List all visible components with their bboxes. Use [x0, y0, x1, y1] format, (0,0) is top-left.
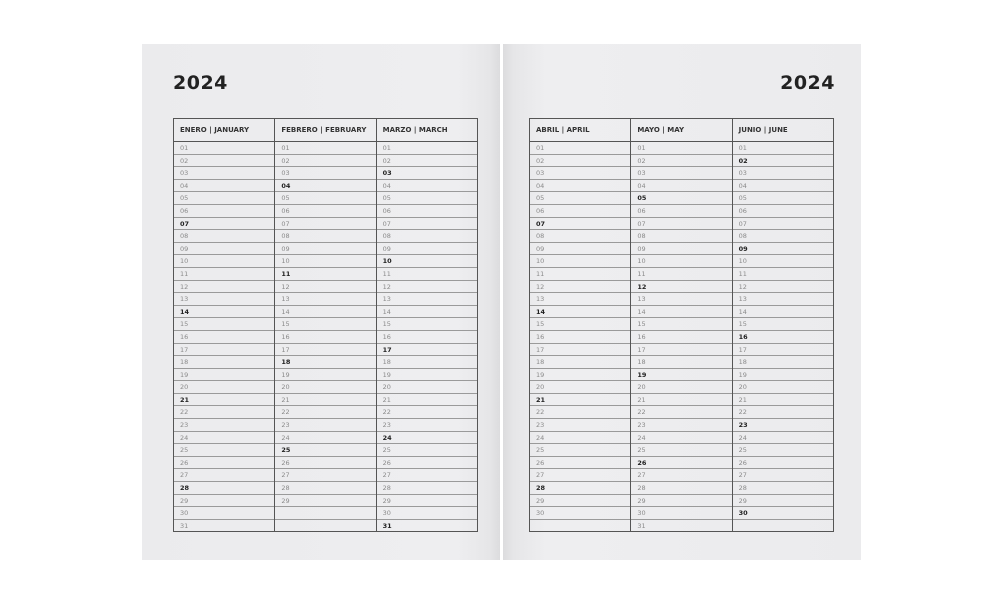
day-row: 09 [631, 243, 731, 256]
day-row: 19 [377, 369, 477, 382]
day-row: 16 [174, 331, 274, 344]
day-row: 19 [733, 369, 833, 382]
day-row: 28 [631, 482, 731, 495]
day-row: 24 [733, 432, 833, 445]
day-row: 22 [631, 406, 731, 419]
day-row: 02 [174, 155, 274, 168]
day-row: 10 [275, 255, 375, 268]
day-row: 23 [733, 419, 833, 432]
day-row: 23 [530, 419, 630, 432]
day-row [275, 507, 375, 520]
month-column [174, 119, 274, 531]
day-row: 28 [377, 482, 477, 495]
day-row: 03 [377, 167, 477, 180]
day-row: 11 [530, 268, 630, 281]
month-column [630, 119, 731, 531]
day-row: 22 [733, 406, 833, 419]
day-row: 06 [733, 205, 833, 218]
day-row: 28 [174, 482, 274, 495]
day-row: 12 [377, 281, 477, 294]
day-row: 06 [174, 205, 274, 218]
day-row: 13 [631, 293, 731, 306]
day-row: 12 [275, 281, 375, 294]
day-row: 25 [377, 444, 477, 457]
month-column [732, 119, 833, 531]
month-column [376, 119, 477, 531]
day-row: 27 [733, 469, 833, 482]
day-row: 29 [275, 495, 375, 508]
day-row: 15 [174, 318, 274, 331]
day-row: 20 [733, 381, 833, 394]
day-row: 10 [377, 255, 477, 268]
day-row: 04 [530, 180, 630, 193]
day-row: 28 [275, 482, 375, 495]
day-row: 31 [180, 521, 189, 530]
day-row: 30 [377, 507, 477, 520]
day-row: 20 [275, 381, 375, 394]
day-row: 18 [530, 356, 630, 369]
day-row [530, 520, 630, 533]
day-row: 18 [631, 356, 731, 369]
day-row: 19 [174, 369, 274, 382]
day-row: 25 [733, 444, 833, 457]
day-row: 03 [530, 167, 630, 180]
day-row: 01 [275, 142, 375, 155]
day-row: 02 [530, 155, 630, 168]
day-row: 26 [174, 457, 274, 470]
day-list [174, 142, 274, 532]
day-row: 30 [631, 507, 731, 520]
day-row: 28 [733, 482, 833, 495]
day-row: 26 [530, 457, 630, 470]
day-row: 17 [174, 344, 274, 357]
day-row: 02 [733, 155, 833, 168]
day-row: 17 [733, 344, 833, 357]
day-row: 07 [275, 218, 375, 231]
day-row: 12 [174, 281, 274, 294]
day-row: 10 [530, 255, 630, 268]
day-row: 03 [174, 167, 274, 180]
day-row: 12 [733, 281, 833, 294]
month-header: MAYO | MAY [631, 119, 731, 142]
day-row: 22 [377, 406, 477, 419]
day-row: 03 [631, 167, 731, 180]
day-row: 06 [275, 205, 375, 218]
day-row: 29 [174, 495, 274, 508]
day-row: 22 [530, 406, 630, 419]
day-row: 10 [733, 255, 833, 268]
day-row: 13 [733, 293, 833, 306]
day-row: 18 [377, 356, 477, 369]
day-row: 08 [530, 230, 630, 243]
day-row: 08 [631, 230, 731, 243]
day-row: 21 [530, 394, 630, 407]
day-row: 20 [631, 381, 731, 394]
day-row: 31 [637, 521, 646, 530]
day-row: 19 [530, 369, 630, 382]
day-row: 07 [733, 218, 833, 231]
day-row: 09 [530, 243, 630, 256]
day-row: 23 [377, 419, 477, 432]
day-row: 09 [377, 243, 477, 256]
day-row: 17 [530, 344, 630, 357]
day-row: 11 [275, 268, 375, 281]
day-row: 31 [382, 521, 392, 530]
day-row: 08 [174, 230, 274, 243]
day-row: 11 [377, 268, 477, 281]
day-row: 16 [530, 331, 630, 344]
month-header: ENERO | JANUARY [174, 119, 274, 142]
day-row: 15 [275, 318, 375, 331]
day-row: 27 [377, 469, 477, 482]
day-row: 17 [631, 344, 731, 357]
day-row: 20 [377, 381, 477, 394]
day-row: 04 [631, 180, 731, 193]
day-row: 15 [530, 318, 630, 331]
day-row: 14 [733, 306, 833, 319]
day-row: 25 [631, 444, 731, 457]
day-row: 23 [174, 419, 274, 432]
day-row: 26 [733, 457, 833, 470]
day-row: 27 [631, 469, 731, 482]
day-row: 23 [631, 419, 731, 432]
day-row: 30 [530, 507, 630, 520]
day-row: 24 [530, 432, 630, 445]
calendar-grid-right [529, 118, 834, 532]
day-row: 11 [174, 268, 274, 281]
day-row: 01 [377, 142, 477, 155]
month-column [274, 119, 375, 531]
day-row: 25 [174, 444, 274, 457]
day-row: 07 [377, 218, 477, 231]
day-row: 11 [631, 268, 731, 281]
day-row: 04 [733, 180, 833, 193]
day-row: 21 [631, 394, 731, 407]
day-row: 15 [631, 318, 731, 331]
day-row: 01 [733, 142, 833, 155]
day-row: 16 [275, 331, 375, 344]
day-row: 18 [174, 356, 274, 369]
day-row: 07 [174, 218, 274, 231]
day-row: 16 [733, 331, 833, 344]
day-row: 05 [377, 192, 477, 205]
day-row: 17 [377, 344, 477, 357]
month-header: ABRIL | APRIL [530, 119, 630, 142]
day-row: 25 [275, 444, 375, 457]
day-row: 15 [733, 318, 833, 331]
day-row: 30 [174, 507, 274, 520]
day-row: 05 [631, 192, 731, 205]
day-row: 18 [733, 356, 833, 369]
day-row: 22 [275, 406, 375, 419]
month-column [530, 119, 630, 531]
day-row: 29 [377, 495, 477, 508]
day-row: 07 [631, 218, 731, 231]
day-row: 24 [631, 432, 731, 445]
day-row: 26 [275, 457, 375, 470]
left-page [142, 44, 500, 560]
day-row: 05 [174, 192, 274, 205]
month-header: JUNIO | JUNE [733, 119, 833, 142]
month-header: MARZO | MARCH [377, 119, 477, 142]
day-row: 16 [377, 331, 477, 344]
day-row: 15 [377, 318, 477, 331]
day-row: 09 [733, 243, 833, 256]
year-heading-left: 2024 [173, 72, 228, 94]
day-row: 12 [530, 281, 630, 294]
day-row: 21 [733, 394, 833, 407]
day-list [733, 142, 833, 532]
day-row: 13 [275, 293, 375, 306]
day-row: 06 [377, 205, 477, 218]
day-row: 29 [733, 495, 833, 508]
day-row: 14 [275, 306, 375, 319]
day-row: 21 [174, 394, 274, 407]
day-row [275, 520, 375, 533]
day-row: 24 [174, 432, 274, 445]
day-row: 23 [275, 419, 375, 432]
day-row: 27 [174, 469, 274, 482]
day-row: 14 [377, 306, 477, 319]
day-row: 10 [174, 255, 274, 268]
day-row: 02 [377, 155, 477, 168]
day-row: 09 [275, 243, 375, 256]
day-row: 17 [275, 344, 375, 357]
right-page [503, 44, 861, 560]
day-row: 05 [733, 192, 833, 205]
day-row: 14 [631, 306, 731, 319]
day-row: 28 [530, 482, 630, 495]
day-row: 29 [530, 495, 630, 508]
day-row: 26 [631, 457, 731, 470]
day-row: 22 [174, 406, 274, 419]
day-row: 27 [530, 469, 630, 482]
month-header: FEBRERO | FEBRUARY [275, 119, 375, 142]
day-row: 04 [377, 180, 477, 193]
day-row: 13 [174, 293, 274, 306]
day-row: 06 [530, 205, 630, 218]
calendar-grid-left [173, 118, 478, 532]
day-row: 01 [530, 142, 630, 155]
day-row: 12 [631, 281, 731, 294]
day-row: 08 [733, 230, 833, 243]
day-row: 16 [631, 331, 731, 344]
day-row: 02 [275, 155, 375, 168]
day-row: 01 [174, 142, 274, 155]
day-row: 19 [275, 369, 375, 382]
day-list [631, 142, 731, 532]
day-row: 14 [174, 306, 274, 319]
day-row: 21 [275, 394, 375, 407]
day-row: 18 [275, 356, 375, 369]
day-row: 26 [377, 457, 477, 470]
year-heading-right: 2024 [780, 72, 835, 94]
day-row: 05 [530, 192, 630, 205]
day-row: 01 [631, 142, 731, 155]
day-row: 13 [530, 293, 630, 306]
day-row: 07 [530, 218, 630, 231]
day-row: 06 [631, 205, 731, 218]
day-row: 13 [377, 293, 477, 306]
day-row: 29 [631, 495, 731, 508]
day-row: 03 [733, 167, 833, 180]
day-row: 25 [530, 444, 630, 457]
day-row: 03 [275, 167, 375, 180]
day-row: 20 [530, 381, 630, 394]
day-row: 27 [275, 469, 375, 482]
day-row: 20 [174, 381, 274, 394]
day-row: 19 [631, 369, 731, 382]
day-row: 08 [275, 230, 375, 243]
day-list [377, 142, 477, 532]
day-row: 10 [631, 255, 731, 268]
day-row: 24 [275, 432, 375, 445]
day-row: 24 [377, 432, 477, 445]
day-list [275, 142, 375, 532]
day-list [530, 142, 630, 532]
day-row: 04 [275, 180, 375, 193]
day-row [733, 520, 833, 533]
day-row: 08 [377, 230, 477, 243]
day-row: 05 [275, 192, 375, 205]
day-row: 02 [631, 155, 731, 168]
day-row: 30 [733, 507, 833, 520]
day-row: 04 [174, 180, 274, 193]
day-row: 14 [530, 306, 630, 319]
day-row: 21 [377, 394, 477, 407]
day-row: 11 [733, 268, 833, 281]
day-row: 09 [174, 243, 274, 256]
